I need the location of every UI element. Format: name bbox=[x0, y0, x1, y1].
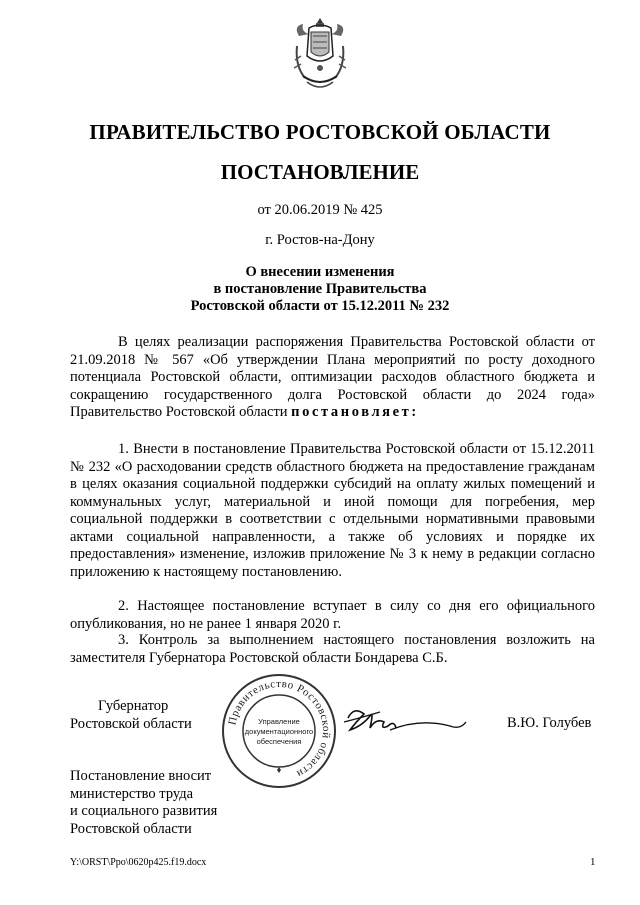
submitted-line: Постановление вносит bbox=[70, 768, 212, 784]
stamp-text: Управление bbox=[258, 717, 300, 726]
submitted-by-block bbox=[70, 768, 217, 838]
stamp-text: документационного bbox=[244, 727, 314, 736]
subject-line: Ростовской области от 15.12.2011 № 232 bbox=[190, 298, 450, 314]
decree-title: ПОСТАНОВЛЕНИЕ bbox=[220, 160, 420, 184]
subject-line: О внесении изменения bbox=[245, 264, 395, 280]
item-3-paragraph: 3. Контроль за выполнением настоящего постановления возложить на заместителя Губернатора Ростовской области Бондарева С.Б. bbox=[70, 632, 595, 666]
decree-subject bbox=[0, 264, 640, 315]
position-line: Ростовской области bbox=[70, 716, 192, 732]
preamble-paragraph bbox=[70, 334, 595, 422]
submitted-line: Ростовской области bbox=[70, 820, 192, 837]
file-path: Y:\ORST\Ppo\0620p425.f19.docx bbox=[70, 857, 207, 868]
government-title: ПРАВИТЕЛЬСТВО РОСТОВСКОЙ ОБЛАСТИ bbox=[89, 120, 551, 144]
item-1-paragraph: 1. Внести в постановление Правительства Ростовской области от 15.12.2011 № 232 «О расходовании средств областного бюджета на предоставление гражданам в целях оказания социальной поддержки субсидий на оплату жилых помещений и коммунальных услуг, материальной и иной помощи для погребения, мер социальной поддержки в соответствии с отдельными нормативными правовыми актами социальной направленности, а также об условиях и порядке их предоставления» изменение, изложив приложение № 3 к нему в редакции согласно приложению к настоящему постановлению. bbox=[70, 441, 595, 580]
subject-line: в постановление Правительства bbox=[213, 281, 427, 297]
coat-of-arms-icon bbox=[291, 16, 349, 94]
handwritten-signature bbox=[340, 700, 470, 745]
page-number: 1 bbox=[590, 856, 596, 868]
stamp-ring-text: Правительство Ростовской области bbox=[226, 677, 333, 780]
stamp-text: обеспечения bbox=[256, 737, 302, 746]
resolves-keyword: постановляет: bbox=[291, 404, 419, 420]
signatory-position bbox=[70, 697, 192, 733]
decree-city: г. Ростов-на-Дону bbox=[265, 232, 375, 248]
position-line: Губернатор bbox=[98, 698, 169, 714]
item-2-paragraph: 2. Настоящее постановление вступает в силу со дня его официального опубликования, но не ранее 1 января 2020 г. bbox=[70, 598, 595, 632]
preamble-text: В целях реализации распоряжения Правительства Ростовской области от 21.09.2018 № 567 «Об утверждении Плана мероприятий по росту доходного потенциала Ростовской области, оптимизации расходов областного бюджета и сокращению государственного долга Ростовской области до 2024 года» Правительство Ростовской области bbox=[70, 334, 595, 420]
decree-date-number: от 20.06.2019 № 425 bbox=[257, 202, 383, 218]
official-stamp bbox=[220, 672, 338, 790]
governor-name: В.Ю. Голубев bbox=[507, 715, 592, 731]
submitted-line: министерство труда bbox=[70, 785, 194, 802]
submitted-line: и социального развития bbox=[70, 803, 218, 819]
